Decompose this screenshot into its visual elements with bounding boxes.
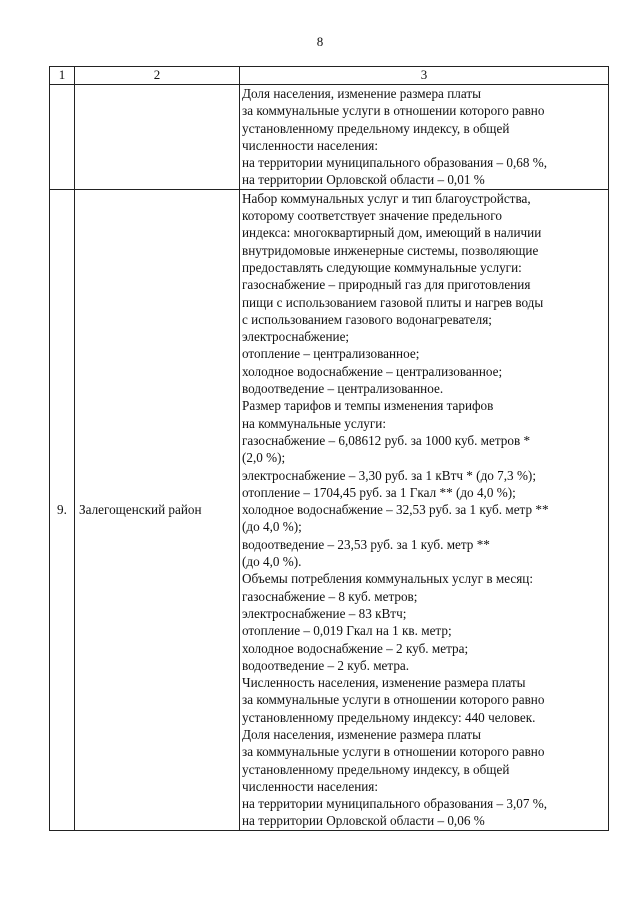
table-header-row xyxy=(50,67,609,85)
district-name: Залегощенский район xyxy=(75,189,240,830)
text-line: отопление – 0,019 Гкал на 1 кв. метр; xyxy=(242,623,452,639)
text-line: на территории Орловской области – 0,06 % xyxy=(242,813,485,829)
text-line: газоснабжение – 8 куб. метров; xyxy=(242,588,418,604)
row-9-text xyxy=(240,190,608,830)
continuation-text xyxy=(240,85,608,189)
text-line: индекса: многоквартирный дом, имеющий в наличии xyxy=(242,225,542,241)
text-line: холодное водоснабжение – централизованное; xyxy=(242,363,503,379)
text-line: предоставлять следующие коммунальные услуги: xyxy=(242,259,522,275)
text-line: за коммунальные услуги в отношении которого равно xyxy=(242,744,545,760)
page-number: 8 xyxy=(316,34,324,49)
text-line: Набор коммунальных услуг и тип благоустройства, xyxy=(242,190,531,206)
text-line: Численность населения, изменение размера платы xyxy=(242,675,526,691)
text-line: которому соответствует значение предельного xyxy=(242,208,502,224)
text-line: газоснабжение – 6,08612 руб. за 1000 куб. метров * xyxy=(242,432,531,448)
text-line: на территории Орловской области – 0,01 % xyxy=(242,172,485,188)
text-line: (до 4,0 %); xyxy=(242,519,302,535)
text-line: установленному предельному индексу, в общей xyxy=(242,761,510,777)
text-line: на территории муниципального образования – 0,68 %, xyxy=(242,155,548,171)
text-line: водоотведение – 2 куб. метра. xyxy=(242,657,410,673)
text-line: водоотведение – 23,53 руб. за 1 куб. метр ** xyxy=(242,536,490,552)
text-line: за коммунальные услуги в отношении которого равно xyxy=(242,103,545,119)
text-line: Объемы потребления коммунальных услуг в месяц: xyxy=(242,571,534,587)
text-line: электроснабжение – 83 кВтч; xyxy=(242,605,407,621)
text-line: отопление – централизованное; xyxy=(242,346,420,362)
text-line: холодное водоснабжение – 32,53 руб. за 1 куб. метр ** xyxy=(242,502,549,518)
text-line: холодное водоснабжение – 2 куб. метра; xyxy=(242,640,469,656)
text-line: Размер тарифов и темпы изменения тарифов xyxy=(242,398,494,414)
table-row-9 xyxy=(50,189,609,830)
text-line: установленному предельному индексу: 440 человек. xyxy=(242,709,536,725)
text-line: пищи с использованием газовой плиты и нагрев воды xyxy=(242,294,544,310)
table-row-continuation xyxy=(50,85,609,190)
tariff-table xyxy=(49,66,609,831)
continuation-content-cell xyxy=(240,85,609,190)
text-line: (2,0 %); xyxy=(242,450,286,466)
text-line: на коммунальные услуги: xyxy=(242,415,387,431)
text-line: газоснабжение – природный газ для приготовления xyxy=(242,277,531,293)
text-line: установленному предельному индексу, в общей xyxy=(242,120,510,136)
text-line: водоотведение – централизованное. xyxy=(242,381,444,397)
text-line: численности населения: xyxy=(242,137,379,153)
header-col-1: 1 xyxy=(50,67,75,85)
text-line: внутридомовые инженерные системы, позволяющие xyxy=(242,242,539,258)
text-line: электроснабжение – 3,30 руб. за 1 кВтч * (до 7,3 %); xyxy=(242,467,536,483)
row-number: 9. xyxy=(50,189,75,830)
text-line: отопление – 1704,45 руб. за 1 Гкал ** (до 4,0 %); xyxy=(242,484,516,500)
text-line: на территории муниципального образования – 3,07 %, xyxy=(242,796,548,812)
continuation-district-cell xyxy=(75,85,240,190)
header-col-2: 2 xyxy=(75,67,240,85)
text-line: (до 4,0 %). xyxy=(242,554,302,570)
continuation-number-cell xyxy=(50,85,75,190)
row-9-content-cell xyxy=(240,189,609,830)
text-line: электроснабжение; xyxy=(242,329,350,345)
text-line: Доля населения, изменение размера платы xyxy=(242,86,481,101)
header-col-3: 3 xyxy=(240,67,609,85)
text-line: за коммунальные услуги в отношении которого равно xyxy=(242,692,545,708)
text-line: численности населения: xyxy=(242,778,379,794)
text-line: с использованием газового водонагревателя; xyxy=(242,311,492,327)
text-line: Доля населения, изменение размера платы xyxy=(242,726,481,742)
